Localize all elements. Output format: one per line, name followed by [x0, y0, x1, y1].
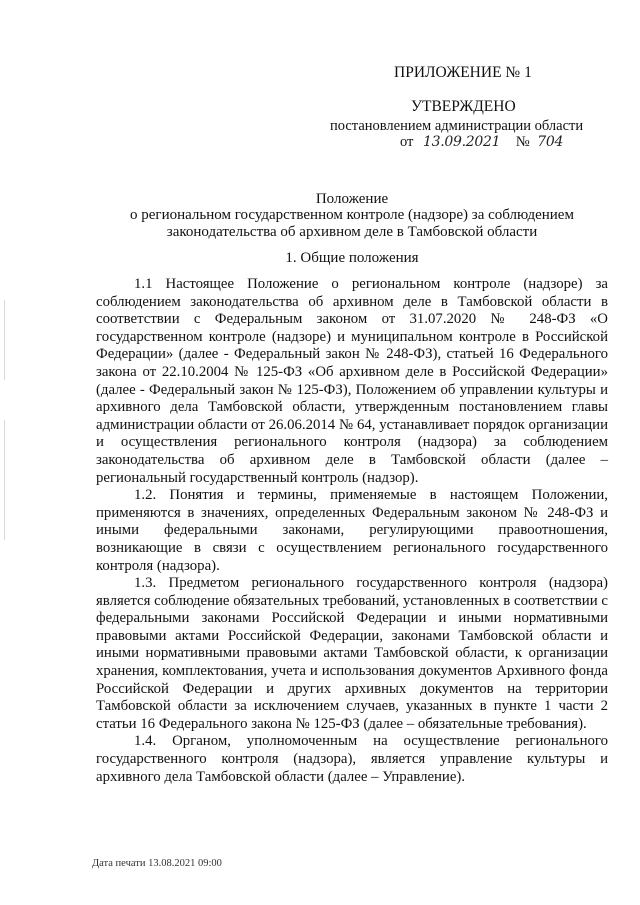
paragraph-1-4: 1.4. Органом, уполномоченным на осуществление регионального государственного контроля (надзора), является управление культуры и архивного дела Тамбовской области (далее – Управление).	[96, 733, 608, 785]
resolution-line: постановлением администрации области	[330, 118, 584, 134]
paragraph-1-1: 1.1 Настоящее Положение о региональном контроле (надзоре) за соблюдением законодательства об архивном деле в Тамбовской области в соответствии с Федеральным законом от 31.07.2020 № 248-ФЗ «О государственном контроле (надзоре) и муниципальном контроле в Российской Федерации» (далее - Федеральный закон № 248-ФЗ), статьей 16 Федерального закона от 22.10.2004 № 125-ФЗ «Об архивном деле в Российской Федерации» (далее - Федеральный закон № 125-ФЗ), Положением об управлении культуры и архивного дела Тамбовской области, утвержденным постановлением главы администрации области от 26.06.2014 № 64, устанавливает порядок организации и осуществления регионального контроля (надзора) за соблюдением законодательства об архивном деле в Тамбовской области (далее – региональный государственный контроль (надзор).	[96, 276, 608, 486]
document-subtitle-line-1: о региональном государственном контроле (надзоре) за соблюдением	[130, 207, 574, 223]
document-title: Положение	[315, 191, 389, 207]
paragraph-1-3: 1.3. Предметом регионального государственного контроля (надзора) является соблюдение обязательных требований, установленных в соответствии с федеральными законами Российской Федерации и иными нормативными правовыми актами Российской Федерации, законами Тамбовской области и иными нормативными правовыми актами Тамбовской области, к организации хранения, комплектования, учета и использования документов Архивного фонда Российской Федерации и других архивных документов на территории Тамбовской области за исключением случаев, указанных в пункте 1 части 2 статьи 16 Федерального закона № 125-ФЗ (далее – обязательные требования).	[96, 575, 608, 732]
handwritten-date: 13.09.2021	[423, 134, 501, 150]
appendix-label: ПРИЛОЖЕНИЕ № 1	[394, 64, 532, 81]
date-prefix: от	[400, 134, 414, 150]
number-prefix: №	[515, 134, 530, 150]
paragraph-1-2: 1.2. Понятия и термины, применяемые в настоящем Положении, применяются в значениях, определенных Федеральным законом № 248-ФЗ и иными федеральными законами, регулирующими правоотношения, возникающие в связи с осуществлением регионального государственного контроля (надзора).	[96, 487, 608, 574]
document-subtitle-line-2: законодательства об архивном деле в Тамбовской области	[166, 224, 538, 240]
handwritten-number: 704	[537, 134, 564, 150]
date-number-line	[400, 134, 563, 151]
document-body	[96, 276, 608, 786]
print-date-footer: Дата печати 13.08.2021 09:00	[92, 858, 222, 869]
approved-label: УТВЕРЖДЕНО	[411, 98, 516, 115]
scan-margin-line	[4, 300, 5, 380]
section-heading: 1. Общие положения	[285, 250, 419, 266]
scan-margin-line	[4, 420, 5, 540]
